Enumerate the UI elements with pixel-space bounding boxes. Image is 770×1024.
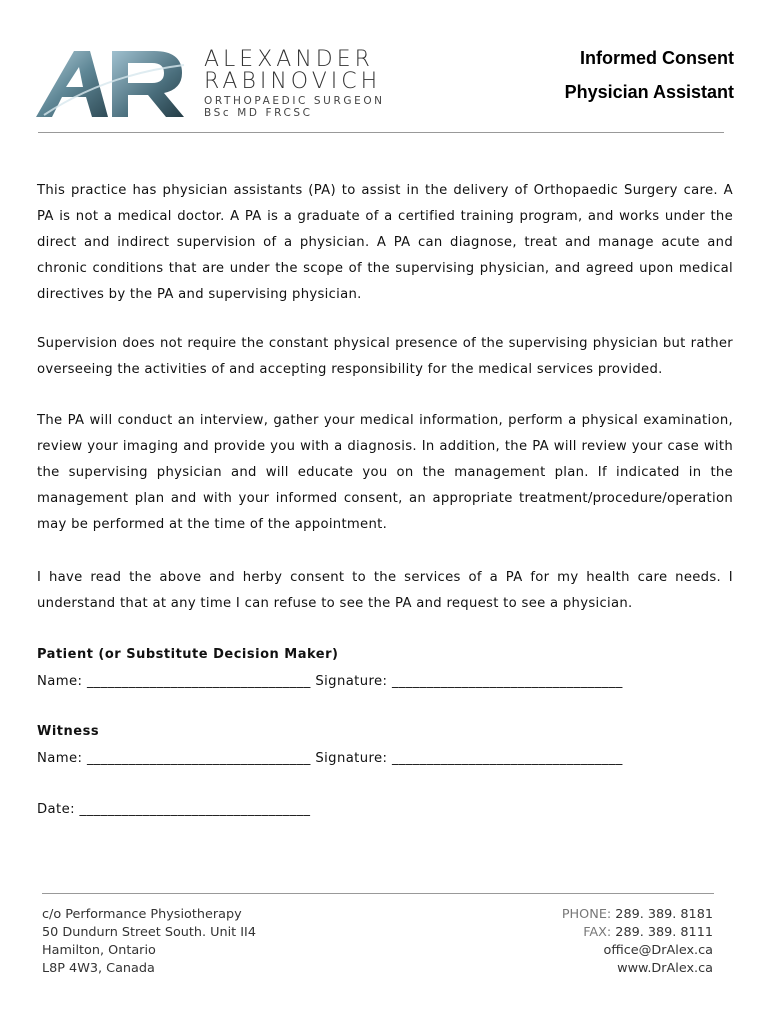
fax-line	[562, 924, 713, 942]
document-title: Informed Consent	[579, 48, 734, 68]
witness-heading: Witness	[37, 724, 100, 739]
practice-logo	[34, 45, 385, 120]
ar-monogram-logo-icon	[34, 45, 194, 120]
address-line-4: L8P 4W3, Canada	[42, 961, 155, 976]
patient-name-signature-field[interactable]: Name: ________________________________ Signature: _________________________________	[37, 674, 623, 689]
footer-divider	[42, 893, 714, 894]
footer-address	[42, 906, 256, 978]
logo-name	[204, 49, 381, 93]
paragraph-consent-statement: I have read the above and herby consent to the services of a PA for my health care needs. I understand that at any time I can refuse to see the PA and request to see a physician.	[37, 570, 733, 611]
paragraph-pa-duties: The PA will conduct an interview, gather your medical information, perform a physical examination, review your imaging and provide you with a diagnosis. In addition, the PA will review your case with the supervising physician and will educate you on the management plan. If indicated in the management plan and with your informed consent, an appropriate treatment/procedure/operation may be performed at the time of the appointment.	[37, 413, 733, 532]
address-line-1: c/o Performance Physiotherapy	[42, 907, 242, 922]
address-line-2: 50 Dundurn Street South. Unit II4	[42, 925, 256, 940]
patient-heading: Patient (or Substitute Decision Maker)	[37, 647, 339, 662]
fax-label: FAX:	[583, 925, 612, 940]
header-divider	[38, 132, 724, 133]
phone-value: 289. 389. 8181	[615, 907, 713, 922]
email-link[interactable]: office@DrAlex.ca	[603, 943, 713, 958]
footer-contact	[562, 906, 713, 978]
phone-label: PHONE:	[561, 907, 612, 922]
logo-last-name: RABINOVICH	[204, 69, 382, 94]
logo-subtitle	[204, 95, 385, 119]
phone-line	[562, 906, 713, 924]
address-line-3: Hamilton, Ontario	[42, 943, 156, 958]
website-link[interactable]: www.DrAlex.ca	[617, 961, 713, 976]
logo-credentials: BSc MD FRCSC	[204, 107, 313, 119]
witness-name-signature-field[interactable]: Name: ________________________________ Signature: _________________________________	[37, 751, 623, 766]
date-field[interactable]: Date: _________________________________	[37, 802, 311, 817]
paragraph-supervision: Supervision does not require the constant physical presence of the supervising physician but rather overseeing the activities of and accepting responsibility for the medical services provided.	[37, 336, 733, 377]
logo-specialty: ORTHOPAEDIC SURGEON	[204, 95, 385, 107]
paragraph-pa-definition: This practice has physician assistants (PA) to assist in the delivery of Orthopaedic Surgery care. A PA is not a medical doctor. A PA is a graduate of a certified training program, and works under the direct and indirect supervision of a physician. A PA can diagnose, treat and manage acute and chronic conditions that are under the scope of the supervising physician, and agreed upon medical directives by the PA and supervising physician.	[37, 183, 733, 302]
document-subtitle: Physician Assistant	[564, 82, 734, 102]
logo-first-name: ALEXANDER	[204, 47, 374, 72]
fax-value: 289. 389. 8111	[615, 925, 713, 940]
